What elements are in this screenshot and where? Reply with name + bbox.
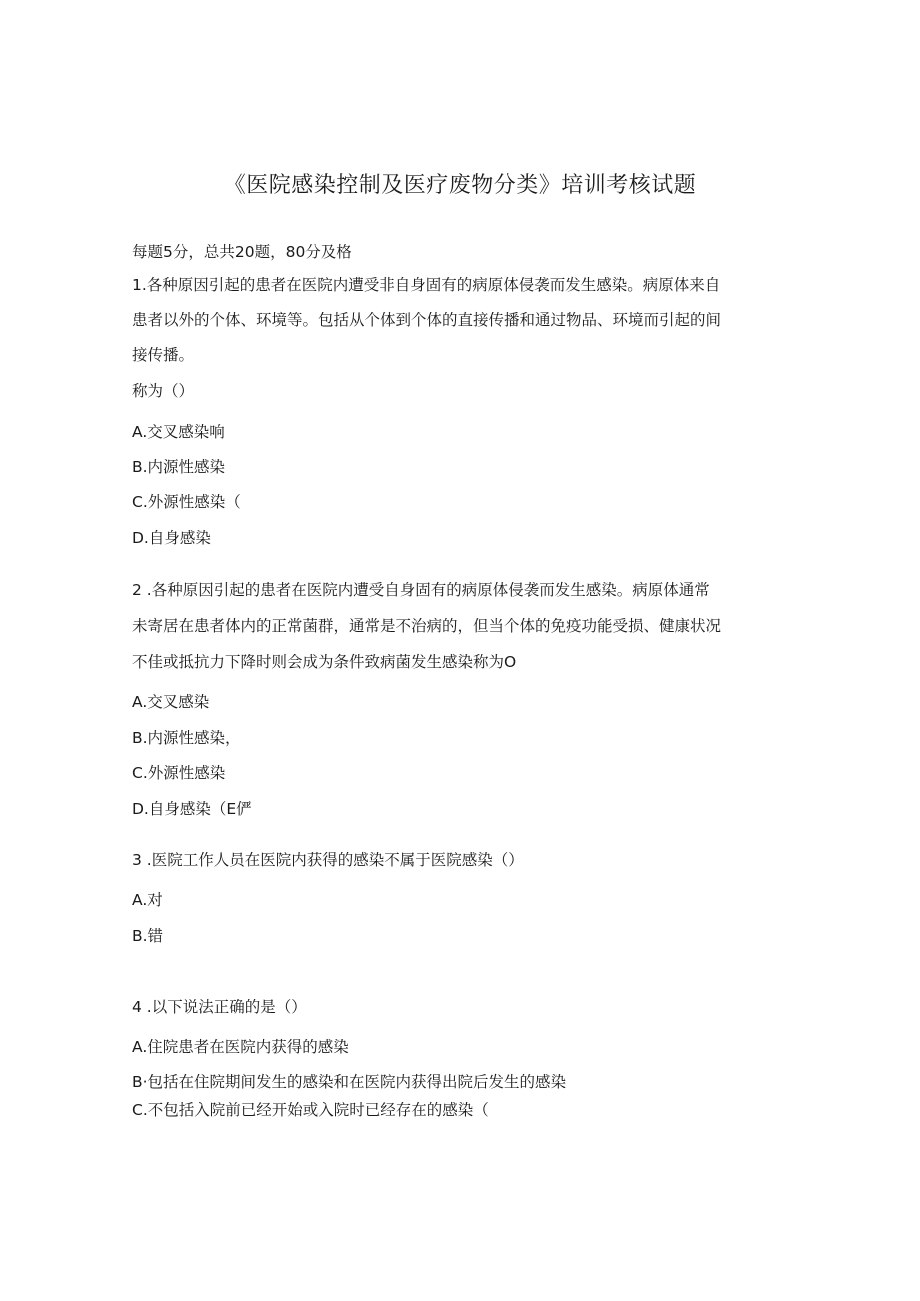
q2-stem-line-1: 2 .各种原因引起的患者在医院内遭受自身固有的病原体侵袭而发生感染。病原体通常	[132, 581, 710, 599]
q1-stem-line-4: 称为（）	[132, 382, 195, 400]
q4-stem: 4 .以下说法正确的是（）	[132, 998, 307, 1016]
q1-stem-line-1: 1.各种原因引起的患者在医院内遭受非自身固有的病原体侵袭而发生感染。病原体来自	[132, 276, 721, 294]
q1-option-d: D.自身感染	[132, 529, 211, 547]
page-title: 《医院感染控制及医疗废物分类》培训考核试题	[223, 173, 697, 198]
q4-option-b: B·包括在住院期间发生的感染和在医院内获得出院后发生的感染	[132, 1073, 567, 1091]
q1-option-c: C.外源性感染（	[132, 493, 241, 511]
q1-stem-line-2: 患者以外的个体、环境等。包括从个体到个体的直接传播和通过物品、环境而引起的间	[132, 311, 722, 329]
q3-option-b: B.错	[132, 927, 164, 945]
q2-option-b: B.内源性感染，	[132, 729, 241, 747]
q2-stem-line-2: 未寄居在患者体内的正常菌群，通常是不治病的，但当个体的免疫功能受损、健康状况	[132, 617, 722, 635]
q3-option-a: A.对	[132, 891, 163, 909]
q2-stem-line-3: 不佳或抵抗力下降时则会成为条件致病菌发生感染称为O	[132, 653, 517, 671]
q2-option-c: C.外源性感染	[132, 764, 226, 782]
q4-option-c: C.不包括入院前已经开始或入院时已经存在的感染（	[132, 1101, 489, 1119]
q4-option-a: A.住院患者在医院内获得的感染	[132, 1038, 349, 1056]
q3-stem: 3 .医院工作人员在医院内获得的感染不属于医院感染（）	[132, 851, 524, 869]
q1-option-b: B.内源性感染	[132, 458, 226, 476]
q1-option-a: A.交叉感染响	[132, 423, 225, 441]
intro-text: 每题5分，总共20题，80分及格	[132, 243, 352, 261]
q2-option-d: D.自身感染（E俨	[132, 800, 252, 818]
q2-option-a: A.交叉感染	[132, 693, 210, 711]
q1-stem-line-3: 接传播。	[132, 346, 195, 364]
